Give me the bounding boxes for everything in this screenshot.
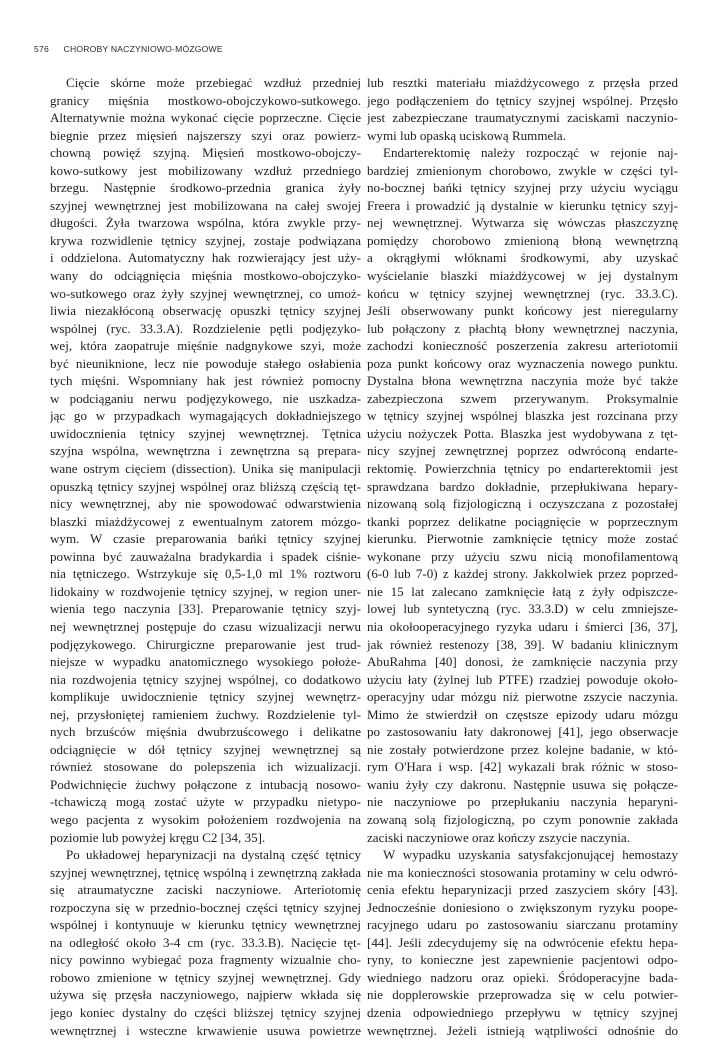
text-line: sprawdzana bardzo dokładnie, przepłukiwana hepary-: [367, 478, 678, 494]
text-line: Cięcie skórne może przebiegać wzdłuż przedniej: [66, 75, 361, 90]
text-line: nej wewnętrznej postępuje do czasu wizualizacji nerwu: [50, 618, 361, 634]
text-line: na odległość około 3-4 cm (ryc. 33.3.B). Nacięcie tęt-: [50, 934, 361, 950]
text-line: zachodzi konieczność poszerzenia zakresu arteriotomii: [367, 338, 678, 354]
text-line: nych brzuśców mięśnia dwubrzuścowego i delikatne: [50, 724, 361, 740]
text-line: wo-sutkowego oraz żyły szyjnej wewnętrznej, co umoż-: [50, 285, 361, 301]
text-line: zabezpieczona szwem przerywanym. Proksymalnie: [367, 390, 678, 406]
text-line: wany do odciągnięcia mięśnia mostkowo-obojczyko-: [50, 268, 361, 284]
text-line: chowną powięź szyjną. Mięsień mostkowo-obojczy-: [50, 145, 361, 161]
text-line: robowo zmienione w tętnicy szyjnej wewnętrznej. Gdy: [50, 969, 361, 985]
text-line: nej wewnętrznej. Wytwarza się wówczas płaszczyznę: [367, 215, 678, 231]
text-line: nie dopplerowskie przeprowadza się w celu potwier-: [367, 987, 678, 1003]
text-line: Alternatywnie można wykonać cięcie poprzeczne. Cięcie: [50, 110, 361, 126]
text-line: zaciski naczyniowe oraz kończy zszycie naczynia.: [367, 829, 630, 845]
text-line: rektomię. Powierzchnia tętnicy po endarterektomii jest: [367, 461, 678, 477]
text-line: poziomie lub powyżej kręgu C2 [34, 35].: [50, 829, 266, 845]
text-line: jak również restenozy [38, 39]. W badaniu klinicznym: [367, 636, 678, 652]
text-line: poza punkt końcowy oraz wyznaczenia nowego punktu.: [367, 355, 678, 371]
chapter-title: CHOROBY NACZYNIOWO-MÓZGOWE: [63, 44, 223, 54]
text-line: nicy wewnętrznej, aby nie spowodować odwarstwienia: [50, 496, 361, 512]
page-number: 576: [34, 44, 49, 54]
text-line: blaszki miażdżycowej z ewentualnym zatorem mózgo-: [50, 513, 361, 529]
text-line: opuszką tętnicy szyjnej wspólnej oraz bliższą częścią tęt-: [50, 478, 361, 494]
text-line: końcu w tętnicy szyjnej wewnętrznej (ryc. 33.3.C).: [367, 285, 678, 301]
text-line: -tchawiczą mogą zostać użyte w przypadku nietypo-: [50, 794, 361, 810]
text-line: wym. W czasie preparowania bańki tętnicy szyjnej: [50, 531, 361, 547]
text-line: racyjnego udaru po zastosowaniu siarczanu protaminy: [367, 917, 678, 933]
text-line: wspólnej (ryc. 33.3.A). Rozdzielenie pętli podjęzyko-: [50, 320, 361, 336]
text-line: niejsze w wypadku anatomicznego wysokiego położe-: [50, 654, 361, 670]
text-line: rym O'Hara i wsp. [42] wykazali brak różnic w stoso-: [367, 759, 678, 775]
text-line: powinna być zauważalna bradykardia i spadek ciśnie-: [50, 548, 361, 564]
text-line: i oddzielona. Automatyczny hak rozwierający jest uży-: [50, 250, 361, 266]
text-line: liwia niezakłóconą obserwację opuszki tętnicy szyjnej: [50, 303, 361, 319]
text-line: szyjna wspólna, wewnętrzna i zewnętrzna są prepara-: [50, 443, 361, 459]
text-line: wspólnej i kontynuuje w kierunku tętnicy wewnętrznej: [50, 917, 361, 933]
text-line: komplikuje uwidocznienie tętnicy szyjnej wewnętrz-: [50, 689, 361, 705]
text-line: wymi lub opaską uciskową Rummela.: [367, 127, 566, 143]
text-line: kierunku. Pierwotnie zamknięcie tętnicy może zostać: [367, 531, 678, 547]
text-line: wiedniego nadzoru oraz opieki. Śródoperacyjne bada-: [367, 969, 678, 985]
text-line: również stosowane do polepszenia ich wizualizacji.: [50, 759, 361, 775]
text-line: Endarterektomię należy rozpocząć w rejonie naj-: [383, 145, 678, 161]
text-line: granicy mięśnia mostkowo-obojczykowo-sutkowego.: [50, 92, 361, 108]
text-line: nie naczyniowe po przepłukaniu naczynia heparyni-: [367, 794, 678, 810]
text-line: używa się przęsła naczyniowego, najpierw wkłada się: [50, 987, 361, 1003]
text-line: długości. Żyła twarzowa wspólna, która zwykle przy-: [50, 215, 361, 231]
text-line: pomiędzy chorobowo zmienioną błoną wewnętrzną: [367, 232, 678, 248]
text-line: bardziej zmienionym chorobowo, zwykle w części tyl-: [367, 162, 678, 178]
text-line: lub resztki materiału miażdżycowego z przęsła przed: [367, 75, 678, 90]
text-line: się atraumatyczne zaciski naczyniowe. Arteriotomię: [50, 882, 361, 898]
text-line: rozpoczyna się w przednio-bocznej części tętnicy szyjnej: [50, 899, 361, 915]
text-line: szyjnej wewnętrznej jest mobilizowana na całej swojej: [50, 197, 361, 213]
text-line: lub połączony z płachtą błony wewnętrznej naczynia,: [367, 320, 678, 336]
text-line: krywa rozwidlenie tętnicy szyjnej, zostaje podwiązana: [50, 232, 361, 248]
text-line: nicy szyjnej zewnętrznej poprzez odwróconą endarte-: [367, 443, 678, 459]
text-line: ryny, to konieczne jest zapewnienie pacjentowi odpo-: [367, 952, 678, 968]
text-line: nie ma konieczności stosowania protaminy w celu odwró-: [367, 864, 678, 880]
text-line: wej, która zaopatruje mięśnie nadgnykowe szyi, może: [50, 338, 361, 354]
text-line: nie zostały potwierdzone przez kolejne badanie, w któ-: [367, 741, 678, 757]
text-line: dzenia odpowiedniego przepływu w tętnicy szyjnej: [367, 1004, 678, 1020]
text-line: Freera i prowadzić ją dystalnie w kierunku tętnicy szyj-: [367, 197, 678, 213]
text-line: w tętnicy szyjnej wspólnej blaszka jest rozcinana przy: [367, 408, 678, 424]
text-line: Podwichnięcie żuchwy połączone z intubacją nosowo-: [50, 776, 361, 792]
text-line: tkanki poprzez delikatne pociągnięcie w poprzecznym: [367, 513, 678, 529]
text-line: operacyjny udar mózgu niż pierwotne zszycie naczynia.: [367, 689, 678, 705]
text-line: no-bocznej bańki tętnicy szyjnej przy użyciu wyciągu: [367, 180, 678, 196]
text-line: nicy powinno wybiegać poza fragmenty wizualnie cho-: [50, 952, 361, 968]
text-line: nia tętniczego. Wstrzykuje się 0,5-1,0 ml 1% roztworu: [50, 566, 361, 582]
text-line: W wypadku uzyskania satysfakcjonującej hemostazy: [383, 847, 678, 863]
text-line: [44]. Jeśli zdecydujemy się na odwrócenie efektu hepa-: [367, 934, 678, 950]
text-line: użyciu nożyczek Potta. Blaszka jest wydobywana z tęt-: [367, 425, 678, 441]
text-line: Dystalna błona wewnętrzna naczynia może być także: [367, 373, 678, 389]
text-line: jest zabezpieczane traumatycznymi zaciskami naczynio-: [367, 110, 678, 126]
right-text-column: [367, 74, 678, 1039]
text-line: nizowaną solą fizjologiczną i oczyszczana z pozostałej: [367, 496, 678, 512]
text-line: (6-0 lub 7-0) z każdej strony. Jakkolwiek przez poprzed-: [367, 566, 678, 582]
text-line: jąc go w przypadkach wymagających dokładniejszego: [50, 408, 361, 424]
text-line: Po układowej heparynizacji na dystalną część tętnicy: [66, 847, 361, 863]
text-line: nie 15 lat zalecano zamknięcie łatą z żyły odpiszcze-: [367, 583, 678, 599]
text-line: nia okołooperacyjnego ryzyka udaru i śmierci [36, 37],: [367, 618, 678, 634]
text-line: tych mięśni. Wspomniany hak jest również pomocny: [50, 373, 361, 389]
text-line: jego podłączeniem do tętnicy szyjnej wspólnej. Przęsło: [367, 92, 678, 108]
text-line: nia rozdwojenia tętnicy szyjnej wspólnej, co dodatkowo: [50, 671, 361, 687]
text-line: po zastosowaniu łaty dakronowej [41], jego obserwacje: [367, 724, 678, 740]
text-line: Mimo że stwierdził on częstsze epizody udaru mózgu: [367, 706, 678, 722]
text-line: lowej lub syntetyczną (ryc. 33.3.D) w celu zmniejsze-: [367, 601, 678, 617]
text-line: brzegu. Następnie środkowo-przednia granica żyły: [50, 180, 361, 196]
text-line: cenia efektu heparynizacji przed zaszyciem skóry [43].: [367, 882, 678, 898]
text-line: jego koniec dystalny do części bliższej tętnicy szyjnej: [50, 1004, 361, 1020]
text-line: szyjnej wewnętrznej, tętnicę wspólną i zewnętrzną zakłada: [50, 864, 361, 880]
text-line: wane ostrym cięciem (dissection). Unika się manipulacji: [50, 461, 361, 477]
text-line: AbuRahma [40] donosi, że zamknięcie naczynia przy: [367, 654, 678, 670]
text-line: biegnie przez mięsień najszerszy szyi oraz powierz-: [50, 127, 361, 143]
text-line: użyciu łaty (żylnej lub PTFE) rzadziej powoduje około-: [367, 671, 678, 687]
text-line: waniu żyły czy dakronu. Następnie usuwa się połącze-: [367, 776, 678, 792]
text-line: wego pacjenta z wysokim położeniem rozdwojenia na: [50, 811, 361, 827]
text-line: kowo-sutkowy jest mobilizowany wzdłuż przedniego: [50, 162, 361, 178]
text-line: odciągnięcie w dół tętnicy szyjnej wewnętrznej są: [50, 741, 361, 757]
text-line: Jednocześnie doniesiono o zwiększonym ryzyku poope-: [367, 899, 678, 915]
text-line: wykonane przy użyciu szwu nicią monofilamentową: [367, 548, 678, 564]
running-head: [34, 44, 223, 54]
text-line: lidokainy w rozdwojenie tętnicy szyjnej, w region uner-: [50, 583, 361, 599]
text-line: w podciąganiu nerwu podjęzykowego, nie uszkadza-: [50, 390, 361, 406]
text-line: wewnętrznej. Jeżeli istnieją wątpliwości odnośnie do: [367, 1022, 678, 1038]
text-line: uwidocznienia tętnicy szyjnej wewnętrznej. Tętnica: [50, 425, 361, 441]
text-line: podjęzykowego. Chirurgiczne preparowanie jest trud-: [50, 636, 361, 652]
text-line: wyścielanie blaszki miażdżycowej w jej dystalnym: [367, 268, 678, 284]
text-line: wienia tego naczynia [33]. Preparowanie tętnicy szyj-: [50, 601, 361, 617]
text-line: nej, przysłoniętej ramieniem żuchwy. Rozdzielenie tyl-: [50, 706, 361, 722]
text-line: Jeśli obserwowany punkt końcowy jest nieregularny: [367, 303, 678, 319]
text-line: a okrągłymi włóknami środkowymi, aby uzyskać: [367, 250, 678, 266]
left-text-column: [50, 74, 361, 1039]
text-line: wewnętrznej i wsteczne krwawienie usuwa powietrze: [50, 1022, 361, 1038]
text-line: zowaną solą fizjologiczną, po czym ponownie zakłada: [367, 811, 678, 827]
text-line: być nieuniknione, lecz nie powoduje stałego osłabienia: [50, 355, 361, 371]
